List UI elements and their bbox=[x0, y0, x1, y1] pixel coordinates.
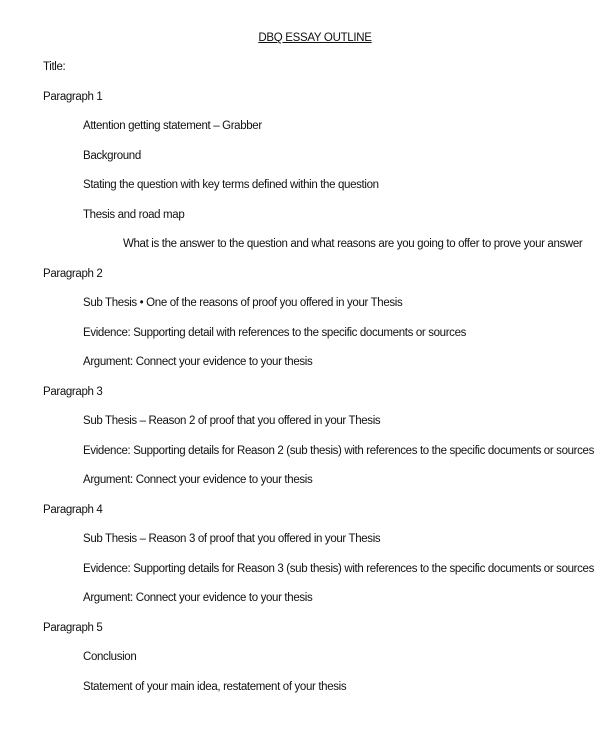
outline-heading: Title: bbox=[43, 61, 66, 73]
outline-item: Conclusion bbox=[83, 651, 137, 663]
outline-item: Stating the question with key terms defined within the question bbox=[83, 179, 379, 191]
outline-item: Sub Thesis – Reason 2 of proof that you offered in your Thesis bbox=[83, 415, 381, 427]
outline-heading: Paragraph 4 bbox=[43, 503, 103, 516]
outline-item: Attention getting statement – Grabber bbox=[83, 120, 262, 132]
outline-heading: Paragraph 3 bbox=[43, 385, 103, 398]
outline-item: Sub Thesis – Reason 3 of proof that you offered in your Thesis bbox=[83, 533, 381, 545]
outline-item: Background bbox=[83, 149, 141, 162]
outline-heading: Paragraph 5 bbox=[43, 621, 103, 634]
outline-item: What is the answer to the question and what reasons are you going to offer to prove your answer bbox=[123, 238, 583, 250]
outline-item: Evidence: Supporting detail with references to the specific documents or sources bbox=[83, 326, 467, 339]
outline-heading: Paragraph 2 bbox=[43, 267, 103, 280]
outline-item: Evidence: Supporting details for Reason 3 (sub thesis) with references to the specific documents or sources bbox=[83, 562, 594, 575]
outline-item: Argument: Connect your evidence to your thesis bbox=[83, 474, 313, 486]
outline-item: Evidence: Supporting details for Reason 2 (sub thesis) with references to the specific documents or sources bbox=[83, 444, 594, 457]
document-title: DBQ ESSAY OUTLINE bbox=[258, 32, 372, 44]
outline-heading: Paragraph 1 bbox=[43, 90, 103, 103]
outline-item: Argument: Connect your evidence to your thesis bbox=[83, 592, 313, 604]
outline-item: Sub Thesis • One of the reasons of proof you offered in your Thesis bbox=[83, 297, 403, 309]
outline-item: Argument: Connect your evidence to your thesis bbox=[83, 356, 313, 368]
outline-item: Thesis and road map bbox=[83, 208, 185, 221]
outline-item: Statement of your main idea, restatement of your thesis bbox=[83, 680, 347, 693]
